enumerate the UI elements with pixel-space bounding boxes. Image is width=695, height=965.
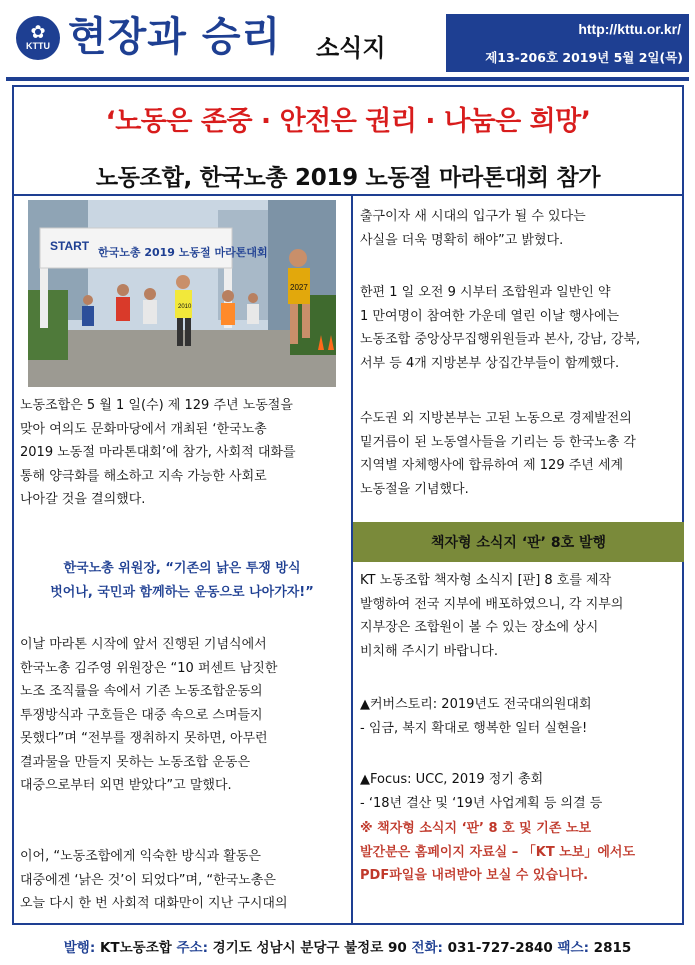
- text-line: 서부 등 4개 지방본부 상집간부들이 함께했다.: [360, 355, 620, 371]
- item-detail: - ‘18년 결산 및 ‘19년 사업계획 등 의결 등: [360, 795, 603, 811]
- fax: 2815: [593, 940, 632, 956]
- item-title: ▲커버스토리: 2019년도 전국대의원대회: [360, 697, 592, 712]
- text-line: 투쟁방식과 구호들은 대중 속으로 스며들지: [20, 707, 263, 723]
- website-link[interactable]: http://kttu.or.kr/: [578, 21, 681, 37]
- logo-text: KTTU: [26, 41, 50, 51]
- text-line: 발행하여 전국 지부에 배포하였으니, 각 지부의: [360, 596, 624, 612]
- quote-highlight: [20, 557, 344, 605]
- quote-line: 한국노총 위원장, “기존의 낡은 투쟁 방식: [63, 561, 301, 576]
- address-label: 주소:: [176, 940, 208, 956]
- notice-line: PDF파일을 내려받아 보실 수 있습니다.: [360, 868, 589, 883]
- right-paragraph-3: [360, 407, 678, 501]
- text-line: 오늘 다시 한 번 사회적 대화만이 지난 구시대의: [20, 896, 288, 911]
- text-line: 한편 1 일 오전 9 시부터 조합원과 일반인 약: [360, 285, 611, 300]
- banner-start-text: START: [50, 239, 90, 253]
- text-line: 한국노총 김주영 위원장은 “10 퍼센트 남짓한: [20, 660, 278, 676]
- text-line: 지부장은 조합원이 볼 수 있는 장소에 상시: [360, 620, 599, 635]
- bib-number: 2027: [290, 283, 308, 292]
- text-line: 밑거름이 된 노동열사들을 기리는 등 한국노총 각: [360, 434, 636, 450]
- text-line: 수도권 외 지방본부는 고된 노동으로 경제발전의: [360, 411, 632, 426]
- text-line: 비치해 주시기 바랍니다.: [360, 643, 498, 659]
- footer: [0, 936, 695, 956]
- text-line: 대중에겐 ‘낡은 것’이 되었다”며, “한국노총은: [20, 872, 276, 888]
- text-line: 이어, “노동조합에게 익숙한 방식과 활동은: [20, 849, 261, 864]
- booklet-paragraph: [360, 569, 678, 663]
- text-line: 노동조합은 5 월 1 일(수) 제 129 주년 노동절을: [20, 398, 293, 413]
- bib-number: 2010: [178, 304, 192, 310]
- left-paragraph-1: [20, 394, 344, 512]
- masthead-title: 현장과 승리: [68, 13, 282, 60]
- right-paragraph-2: [360, 281, 678, 375]
- notice-line: ※ 책자형 소식지 ‘판’ 8 호 및 기존 노보: [360, 821, 592, 836]
- masthead-subtitle: 소식지: [316, 34, 386, 62]
- right-paragraph-1: [360, 205, 678, 252]
- item-detail: - 임금, 복지 확대로 행복한 일터 실현을!: [360, 720, 588, 736]
- text-line: 2019 노동절 마라톤대회’에 참가, 사회적 대화를: [20, 445, 296, 460]
- booklet-item-focus: [360, 768, 678, 815]
- flower-icon: ✿: [30, 22, 46, 43]
- header-divider: [6, 77, 689, 81]
- text-line: 출구이자 새 시대의 입구가 될 수 있다는: [360, 209, 586, 224]
- text-line: 나아갈 것을 결의했다.: [20, 492, 146, 507]
- phone: 031-727-2840: [447, 940, 553, 956]
- text-line: 노동조합 중앙상무집행위원들과 본사, 강남, 강북,: [360, 332, 641, 347]
- text-line: 이날 마라톤 시작에 앞서 진행된 기념식에서: [20, 637, 267, 652]
- text-line: 1 만여명이 참여한 가운데 열린 이날 행사에는: [360, 308, 620, 324]
- address: 경기도 성남시 분당구 불정로 90: [212, 940, 407, 956]
- text-line: 대중으로부터 외면 받았다”고 말했다.: [20, 778, 232, 793]
- headline-divider: [14, 194, 682, 196]
- left-paragraph-2: [20, 633, 344, 798]
- text-line: 못했다”며 “전부를 쟁취하지 못하면, 아무런: [20, 731, 268, 746]
- publisher: KT노동조합: [99, 940, 172, 956]
- item-title: ▲Focus: UCC, 2019 정기 총회: [360, 772, 544, 787]
- booklet-notice: [360, 817, 678, 888]
- headline: 노동조합, 한국노총 2019 노동절 마라톤대회 참가: [95, 165, 601, 191]
- slogan: ‘노동은 존중 · 안전은 권리 · 나눔은 희망’: [105, 106, 591, 137]
- left-paragraph-3: [20, 845, 344, 916]
- text-line: KT 노동조합 책자형 소식지 [판] 8 호를 제작: [360, 573, 612, 588]
- text-line: 노동절을 기념했다.: [360, 481, 469, 497]
- header-info-box: [446, 14, 689, 72]
- text-line: 지역별 자체행사에 합류하여 제 129 주년 세계: [360, 458, 624, 473]
- booklet-heading: 책자형 소식지 ‘판’ 8호 발행: [353, 522, 684, 562]
- notice-line[interactable]: 발간분은 홈페이지 자료실 – 「KT 노보」에서도: [360, 844, 635, 860]
- text-line: 노조 조직률을 속에서 기존 노동조합운동의: [20, 684, 263, 699]
- booklet-item-cover: [360, 693, 678, 740]
- text-line: 맞아 여의도 문화마당에서 개최된 ‘한국노총: [20, 421, 267, 437]
- union-logo: [16, 16, 60, 60]
- text-line: 통해 양극화를 해소하고 지속 가능한 사회로: [20, 468, 267, 484]
- banner-title-text: 한국노총 2019 노동절 마라톤대회: [98, 246, 268, 259]
- marathon-photo: [28, 200, 336, 387]
- text-line: 사실을 더욱 명확히 해야”고 밝혔다.: [360, 232, 564, 248]
- phone-label: 전화:: [411, 940, 443, 956]
- issue-number: 제13-206호 2019년 5월 2일(목): [485, 50, 683, 65]
- fax-label: 팩스:: [557, 940, 589, 956]
- quote-line: 벗어나, 국민과 함께하는 운동으로 나아가자!”: [50, 585, 314, 600]
- publisher-label: 발행:: [63, 940, 96, 956]
- text-line: 결과물을 만들지 못하는 노동조합 운동은: [20, 754, 251, 770]
- masthead: [6, 6, 689, 78]
- article-box: [12, 85, 684, 925]
